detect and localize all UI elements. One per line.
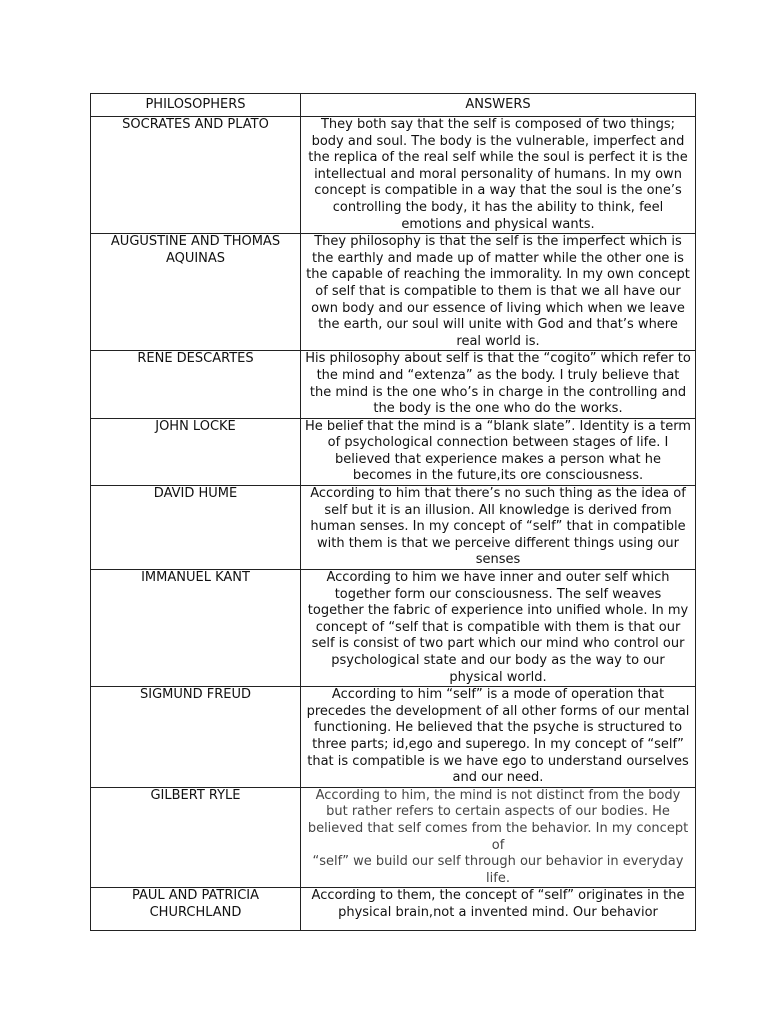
philosopher-answer: According to them, the concept of “self” originates in the physical brain,not a invented mind. Our behavior	[301, 888, 696, 931]
philosopher-name: RENE DESCARTES	[91, 351, 301, 418]
philosopher-name: SIGMUND FREUD	[91, 687, 301, 788]
philosopher-answer: According to him that there’s no such thing as the idea of self but it is an illusion. All knowledge is derived from human senses. In my concept of “self” that in compatible with them is that we perceive different things using our senses	[301, 486, 696, 570]
table-row	[91, 687, 696, 788]
philosopher-name: DAVID HUME	[91, 486, 301, 570]
philosopher-name: SOCRATES AND PLATO	[91, 117, 301, 234]
table-row	[91, 570, 696, 687]
philosopher-answer: They both say that the self is composed of two things; body and soul. The body is the vulnerable, imperfect and the replica of the real self while the soul is perfect it is the intellectual and moral personality of humans. In my own concept is compatible in a way that the soul is the one’s controlling the body, it has the ability to think, feel emotions and physical wants.	[301, 117, 696, 234]
philosopher-name: IMMANUEL KANT	[91, 570, 301, 687]
table-row	[91, 888, 696, 931]
table-header-row	[91, 94, 696, 117]
table-row	[91, 787, 696, 888]
philosopher-name: GILBERT RYLE	[91, 787, 301, 888]
philosopher-answer: His philosophy about self is that the “cogito” which refer to the mind and “extenza” as the body. I truly believe that the mind is the one who’s in charge in the controlling and the body is the one who do the works.	[301, 351, 696, 418]
philosopher-name: AUGUSTINE AND THOMAS AQUINAS	[91, 234, 301, 351]
philosopher-answer: According to him, the mind is not distinct from the body but rather refers to certain aspects of our bodies. He believed that self comes from the behavior. In my concept of “self” we build our self through our behavior in everyday life.	[301, 787, 696, 888]
table-row	[91, 234, 696, 351]
philosopher-name: JOHN LOCKE	[91, 418, 301, 485]
philosopher-name: PAUL AND PATRICIA CHURCHLAND	[91, 888, 301, 931]
table-row	[91, 418, 696, 485]
table-row	[91, 117, 696, 234]
philosopher-answer: They philosophy is that the self is the imperfect which is the earthly and made up of matter while the other one is the capable of reaching the immorality. In my own concept of self that is compatible to them is that we all have our own body and our essence of living which when we leave the earth, our soul will unite with God and that’s where real world is.	[301, 234, 696, 351]
philosopher-answer: According to him we have inner and outer self which together form our consciousness. The self weaves together the fabric of experience into unified whole. In my concept of “self that is compatible with them is that our self is consist of two part which our mind who control our psychological state and our body as the way to our physical world.	[301, 570, 696, 687]
header-answers: ANSWERS	[301, 94, 696, 117]
philosopher-answer: He belief that the mind is a “blank slate”. Identity is a term of psychological connection between stages of life. I believed that experience makes a person what he becomes in the future,its ore consciousness.	[301, 418, 696, 485]
table-row	[91, 351, 696, 418]
header-philosophers: PHILOSOPHERS	[91, 94, 301, 117]
table-row	[91, 486, 696, 570]
philosopher-answer: According to him “self” is a mode of operation that precedes the development of all other forms of our mental functioning. He believed that the psyche is structured to three parts; id,ego and superego. In my concept of “self” that is compatible is we have ego to understand ourselves and our need.	[301, 687, 696, 788]
philosophers-table	[90, 93, 696, 931]
